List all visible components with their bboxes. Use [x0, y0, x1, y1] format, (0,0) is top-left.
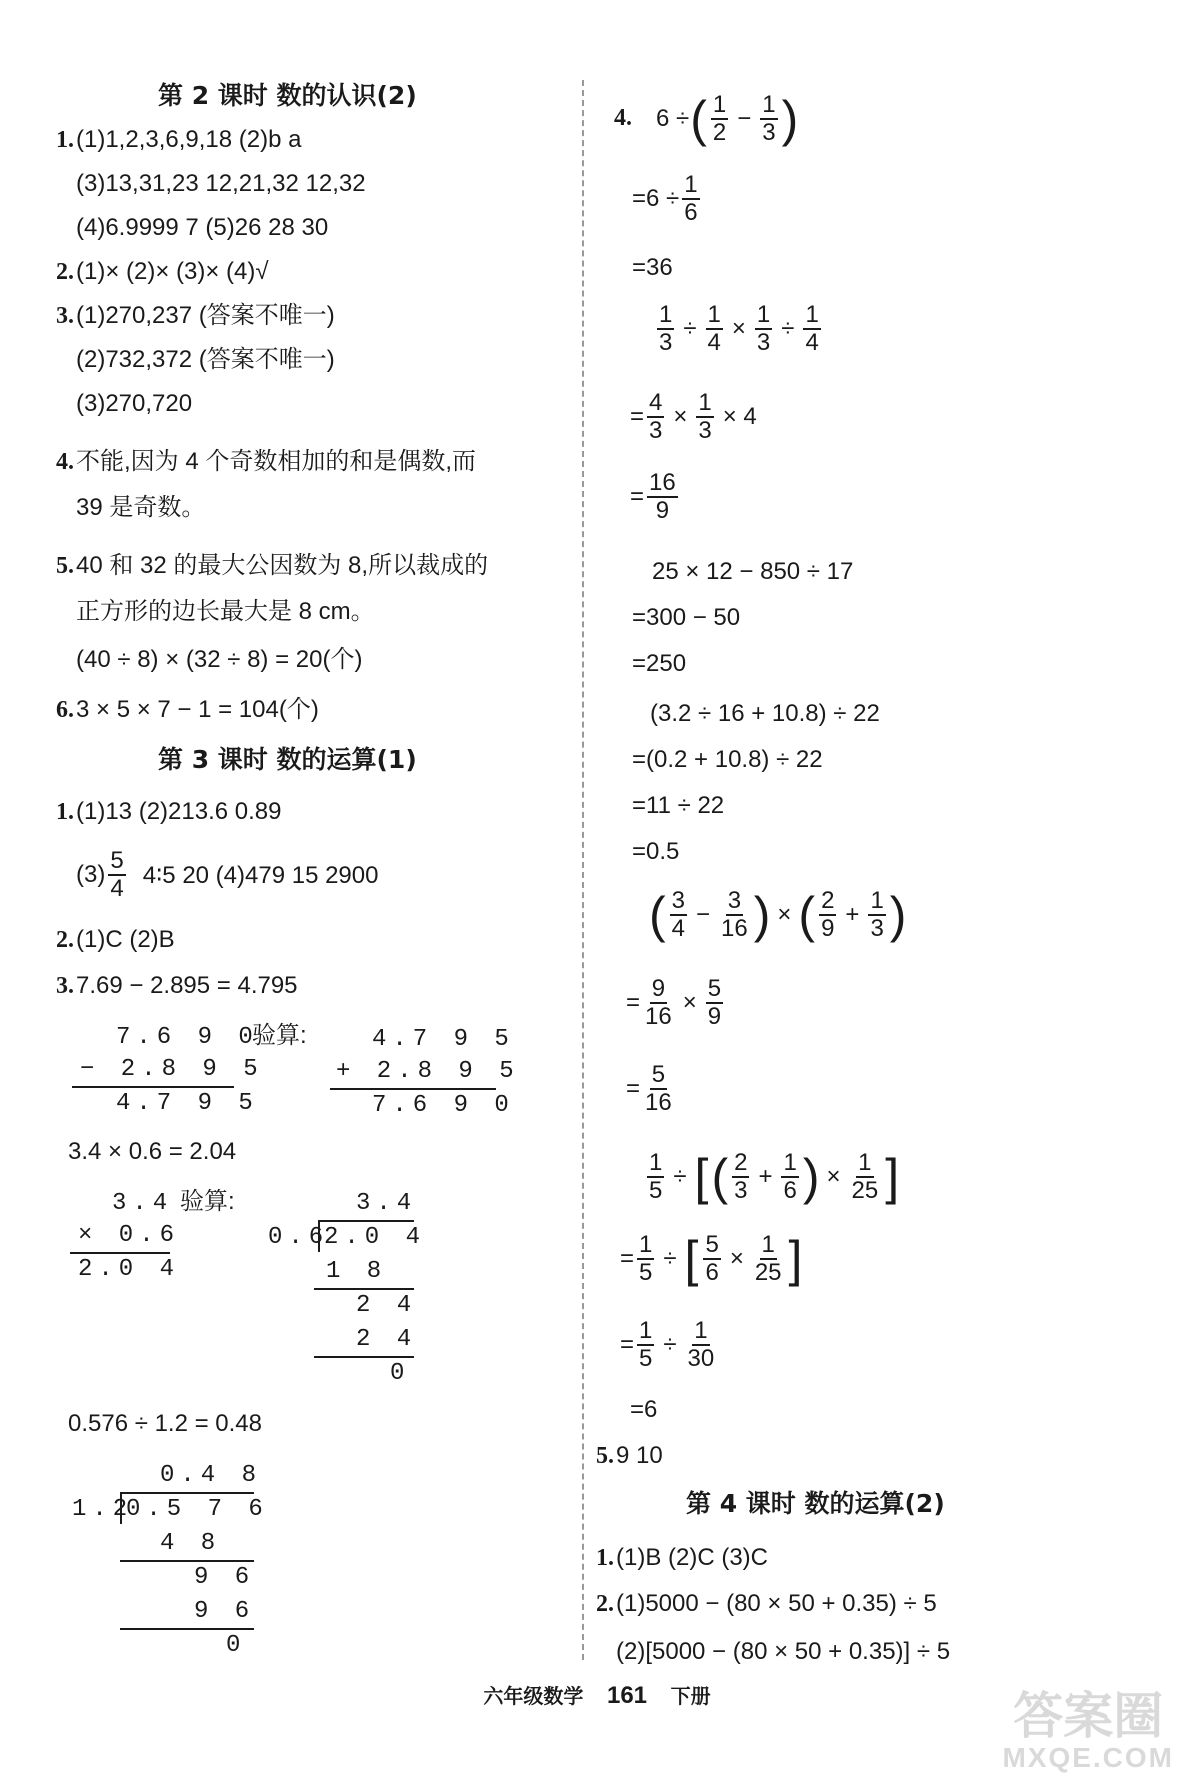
div1-rule1 — [314, 1288, 414, 1290]
operator: + — [845, 901, 860, 928]
equals: = — [626, 1075, 641, 1102]
expr6-step2 — [620, 1318, 719, 1372]
fraction — [647, 1150, 664, 1204]
denominator: 3 — [756, 329, 771, 356]
denominator: 9 — [655, 497, 670, 524]
operator: − — [696, 901, 711, 928]
expr5 — [648, 888, 907, 942]
operator: ÷ — [673, 1163, 687, 1190]
paren: ) — [802, 1149, 820, 1205]
numerator: 5 — [707, 975, 722, 1002]
add-result: 7.6 9 0 — [372, 1092, 515, 1119]
sub-row2: − 2.8 9 5 — [80, 1056, 264, 1083]
lesson2-q5-line2: 正方形的边长最大是 8 cm。 — [76, 598, 375, 625]
denominator: 5 — [639, 1259, 653, 1286]
lesson4-title: 第 4 课时 数的运算(2) — [686, 1489, 945, 1518]
div2-step1: 4 8 — [160, 1530, 222, 1557]
check-label-1: 验算: — [252, 1022, 307, 1049]
watermark-logo — [1002, 1690, 1174, 1774]
l4-q2-number: 2. — [596, 1591, 614, 1617]
div2-rule1 — [120, 1560, 254, 1562]
denominator: 3 — [698, 417, 712, 444]
bracket: [ — [694, 1149, 709, 1205]
l3-q2-number: 2. — [56, 927, 74, 953]
paren: ) — [781, 91, 799, 147]
operator: × — [731, 315, 746, 342]
numerator: 2 — [821, 887, 835, 914]
r-q4-number: 4. — [614, 105, 632, 131]
operator: ÷ — [663, 1245, 677, 1272]
operator: × 4 — [722, 403, 757, 430]
div1-remainder: 0 — [390, 1360, 411, 1387]
lesson2-title: 第 2 课时 数的认识(2) — [158, 81, 417, 110]
add-row2: + 2.8 9 5 — [336, 1058, 520, 1085]
equals: = — [630, 403, 645, 430]
fraction — [647, 470, 678, 524]
watermark-line1: 答案圈 — [1013, 1688, 1164, 1744]
mul-rule — [70, 1252, 170, 1254]
div1-divisor: 0.6 — [268, 1224, 330, 1251]
lesson2-q1-line2: (3)13,31,23 12,21,32 12,32 — [76, 170, 366, 197]
watermark-line2: MXQE.COM — [1002, 1742, 1174, 1773]
denominator: 25 — [754, 1259, 782, 1286]
footer-grade: 六年级数学 — [483, 1686, 584, 1708]
paren: ( — [711, 1149, 729, 1205]
operator: × — [673, 403, 688, 430]
numerator: 3 — [671, 887, 686, 914]
fraction — [781, 1150, 798, 1204]
numerator: 1 — [783, 1149, 797, 1176]
div2-quotient: 0.4 8 — [160, 1462, 263, 1489]
div1-rule2 — [314, 1356, 414, 1358]
l4-q1-number: 1. — [596, 1545, 614, 1571]
q5-number: 5. — [56, 553, 74, 579]
denominator: 9 — [707, 1003, 722, 1030]
div2-divisor: 1.2 — [72, 1496, 134, 1523]
fraction — [643, 1062, 674, 1116]
fraction — [753, 1232, 784, 1286]
fraction — [670, 888, 687, 942]
numerator: 1 — [639, 1231, 653, 1258]
fraction — [755, 302, 772, 356]
equals: = — [626, 989, 641, 1016]
div1-step3: 2 4 — [356, 1326, 418, 1353]
expr4-step3: =0.5 — [632, 838, 680, 865]
expr1-step1 — [632, 172, 703, 226]
div1-step2: 2 4 — [356, 1292, 418, 1319]
q2-number: 2. — [56, 259, 74, 285]
l3-q3-number: 3. — [56, 973, 74, 999]
denominator: 4 — [805, 329, 819, 356]
fraction — [719, 888, 750, 942]
numerator: 1 — [712, 91, 727, 118]
fraction — [703, 1232, 720, 1286]
lesson2-q2: (1)× (2)× (3)× (4)√ — [76, 258, 269, 285]
l3q1-prefix: (3) — [76, 861, 106, 888]
lesson3-q1-line2 — [76, 848, 378, 902]
numerator: 1 — [649, 1149, 663, 1176]
numerator: 1 — [761, 1231, 775, 1258]
denominator: 3 — [762, 119, 776, 146]
fraction — [760, 92, 777, 146]
numerator: 1 — [707, 301, 721, 328]
bracket: ] — [885, 1149, 900, 1205]
add-rule — [330, 1088, 496, 1090]
equals: = — [630, 483, 645, 510]
div2-bracket — [120, 1492, 122, 1524]
div-eq: 0.576 ÷ 1.2 = 0.48 — [68, 1410, 262, 1437]
div2-top-rule — [120, 1492, 254, 1494]
expr3: 25 × 12 − 850 ÷ 17 — [652, 558, 854, 585]
denominator: 3 — [734, 1177, 748, 1204]
mult-eq: 3.4 × 0.6 = 2.04 — [68, 1138, 237, 1165]
operator: × — [777, 901, 792, 928]
denominator: 4 — [671, 915, 686, 942]
numerator: 1 — [639, 1317, 653, 1344]
div2-step3: 9 6 — [194, 1598, 256, 1625]
fraction — [732, 1150, 749, 1204]
expr4-step2: =11 ÷ 22 — [632, 792, 725, 819]
denominator: 6 — [705, 1259, 719, 1286]
denominator: 6 — [684, 199, 698, 226]
numerator: 9 — [651, 975, 666, 1002]
denominator: 6 — [783, 1177, 797, 1204]
l3q1-rest: 4∶5 20 (4)479 15 2900 — [142, 861, 379, 889]
lesson2-q1-line3: (4)6.9999 7 (5)26 28 30 — [76, 214, 329, 241]
div1-quotient: 3.4 — [356, 1190, 418, 1217]
fraction — [706, 976, 723, 1030]
numerator: 1 — [858, 1149, 872, 1176]
expr5-step2 — [626, 1062, 677, 1116]
expr1-step1-lead: =6 ÷ — [632, 185, 680, 212]
numerator: 1 — [694, 1317, 708, 1344]
expr2-step2 — [630, 470, 681, 524]
lesson2-q1-line1: (1)1,2,3,6,9,18 (2)b a — [76, 126, 302, 153]
paren: ) — [753, 887, 771, 943]
lesson4-q1: (1)B (2)C (3)C — [616, 1544, 769, 1571]
lesson2-q3-line2: (2)732,372 (答案不唯一) — [76, 346, 335, 373]
denominator: 16 — [645, 1089, 672, 1116]
bracket: ] — [788, 1231, 803, 1287]
expr1-step2: =36 — [632, 254, 673, 281]
expr6-step3: =6 — [630, 1396, 658, 1423]
numerator: 1 — [698, 389, 712, 416]
lesson2-q5-line1: 40 和 32 的最大公因数为 8,所以裁成的 — [76, 552, 489, 579]
expr6 — [644, 1150, 901, 1204]
numerator: 1 — [762, 91, 776, 118]
lesson2-q3-line3: (3)270,720 — [76, 390, 193, 417]
denominator: 3 — [870, 915, 884, 942]
expr2 — [654, 302, 824, 356]
q1-number: 1. — [56, 127, 74, 153]
sub-rule — [72, 1086, 234, 1088]
div1-step1: 1 8 — [326, 1258, 388, 1285]
lesson3-title: 第 3 课时 数的运算(1) — [158, 745, 417, 774]
denominator: 2 — [712, 119, 727, 146]
lesson4-q2-line1: (1)5000 − (80 × 50 + 0.35) ÷ 5 — [616, 1590, 937, 1617]
numerator: 5 — [651, 1061, 666, 1088]
fraction — [657, 302, 674, 356]
denominator: 5 — [649, 1177, 663, 1204]
div2-dividend: 0.5 7 6 — [126, 1496, 269, 1523]
fraction — [637, 1232, 654, 1286]
expr3-step2: =250 — [632, 650, 687, 677]
denominator: 3 — [649, 417, 663, 444]
numerator: 1 — [870, 887, 884, 914]
expr2-step1 — [630, 390, 763, 444]
fraction — [108, 848, 125, 902]
lesson3-q3-eq: 7.69 − 2.895 = 4.795 — [76, 972, 298, 999]
paren: ) — [889, 887, 907, 943]
div1-dividend: 2.0 4 — [324, 1224, 427, 1251]
page-number: 161 — [606, 1682, 648, 1709]
check-label-2: 验算: — [180, 1188, 235, 1215]
fraction — [686, 1318, 717, 1372]
numerator: 2 — [734, 1149, 748, 1176]
numerator: 1 — [756, 301, 771, 328]
mul-result: 2.0 4 — [78, 1256, 181, 1283]
denominator: 9 — [821, 915, 835, 942]
q6-number: 6. — [56, 697, 74, 723]
fraction — [647, 390, 664, 444]
r-q5: 9 10 — [616, 1442, 663, 1469]
operator: ÷ — [683, 315, 697, 342]
lesson3-q2: (1)C (2)B — [76, 926, 175, 953]
equals: = — [620, 1331, 635, 1358]
r-q5-number: 5. — [596, 1443, 614, 1469]
fraction — [819, 888, 836, 942]
fraction — [868, 888, 885, 942]
denominator: 16 — [645, 1003, 672, 1030]
lesson4-q2-line2: (2)[5000 − (80 × 50 + 0.35)] ÷ 5 — [616, 1638, 951, 1665]
equals: = — [620, 1245, 635, 1272]
operator: ÷ — [781, 315, 795, 342]
lesson2-q4-line2: 39 是奇数。 — [76, 494, 206, 521]
fraction — [637, 1318, 654, 1372]
numerator: 16 — [649, 469, 676, 496]
denominator: 16 — [721, 915, 748, 942]
div2-step2: 9 6 — [194, 1564, 256, 1591]
numerator: 5 — [705, 1231, 719, 1258]
denominator: 4 — [707, 329, 721, 356]
numerator: 5 — [110, 847, 124, 874]
numerator: 3 — [727, 887, 742, 914]
operator: × — [826, 1163, 841, 1190]
operator: × — [729, 1245, 744, 1272]
fraction — [711, 92, 728, 146]
lesson3-q1-line1: (1)13 (2)213.6 0.89 — [76, 798, 282, 825]
operator: ÷ — [663, 1331, 677, 1358]
operator: − — [737, 105, 752, 132]
lesson2-q4-line1: 不能,因为 4 个奇数相加的和是偶数,而 — [76, 448, 477, 475]
footer-volume: 下册 — [670, 1686, 711, 1708]
expr3-step1: =300 − 50 — [632, 604, 741, 631]
mul-row1: 3.4 — [112, 1190, 174, 1217]
denominator: 5 — [639, 1345, 653, 1372]
fraction — [696, 390, 713, 444]
lesson2-q3-line1: (1)270,237 (答案不唯一) — [76, 302, 335, 329]
paren: ( — [798, 887, 816, 943]
q4-number: 4. — [56, 449, 74, 475]
denominator: 4 — [110, 875, 124, 902]
mul-row2: × 0.6 — [78, 1222, 181, 1249]
denominator: 25 — [851, 1177, 879, 1204]
sub-row1: 7.6 9 0 — [116, 1024, 259, 1051]
expr4-step1: =(0.2 + 10.8) ÷ 22 — [632, 746, 823, 773]
paren: ( — [649, 887, 666, 943]
expr6-step1 — [620, 1232, 804, 1286]
lesson2-q5-line3: (40 ÷ 8) × (32 ÷ 8) = 20(个) — [76, 646, 363, 673]
div2-rule2 — [120, 1628, 254, 1630]
operator: + — [758, 1163, 773, 1190]
q3-number: 3. — [56, 303, 74, 329]
paren: ( — [690, 91, 707, 147]
l3-q1-number: 1. — [56, 799, 74, 825]
column-divider — [582, 80, 584, 1660]
numerator: 1 — [805, 301, 819, 328]
lesson2-q6: 3 × 5 × 7 − 1 = 104(个) — [76, 696, 319, 723]
expr1 — [656, 92, 799, 146]
fraction — [682, 172, 699, 226]
add-row1: 4.7 9 5 — [372, 1026, 515, 1053]
expr5-step1 — [626, 976, 726, 1030]
numerator: 1 — [684, 171, 698, 198]
fraction — [850, 1150, 881, 1204]
fraction — [803, 302, 820, 356]
sub-result: 4.7 9 5 — [116, 1090, 259, 1117]
numerator: 1 — [659, 301, 673, 328]
div2-remainder: 0 — [226, 1632, 247, 1659]
bracket: [ — [684, 1231, 699, 1287]
div1-top-rule — [318, 1220, 414, 1222]
expr1-lead: 6 ÷ — [656, 105, 690, 132]
expr4: (3.2 ÷ 16 + 10.8) ÷ 22 — [650, 700, 880, 727]
numerator: 4 — [649, 389, 663, 416]
denominator: 30 — [687, 1345, 715, 1372]
div1-bracket — [318, 1220, 320, 1252]
operator: × — [682, 989, 697, 1016]
denominator: 3 — [659, 329, 673, 356]
fraction — [643, 976, 674, 1030]
fraction — [706, 302, 723, 356]
